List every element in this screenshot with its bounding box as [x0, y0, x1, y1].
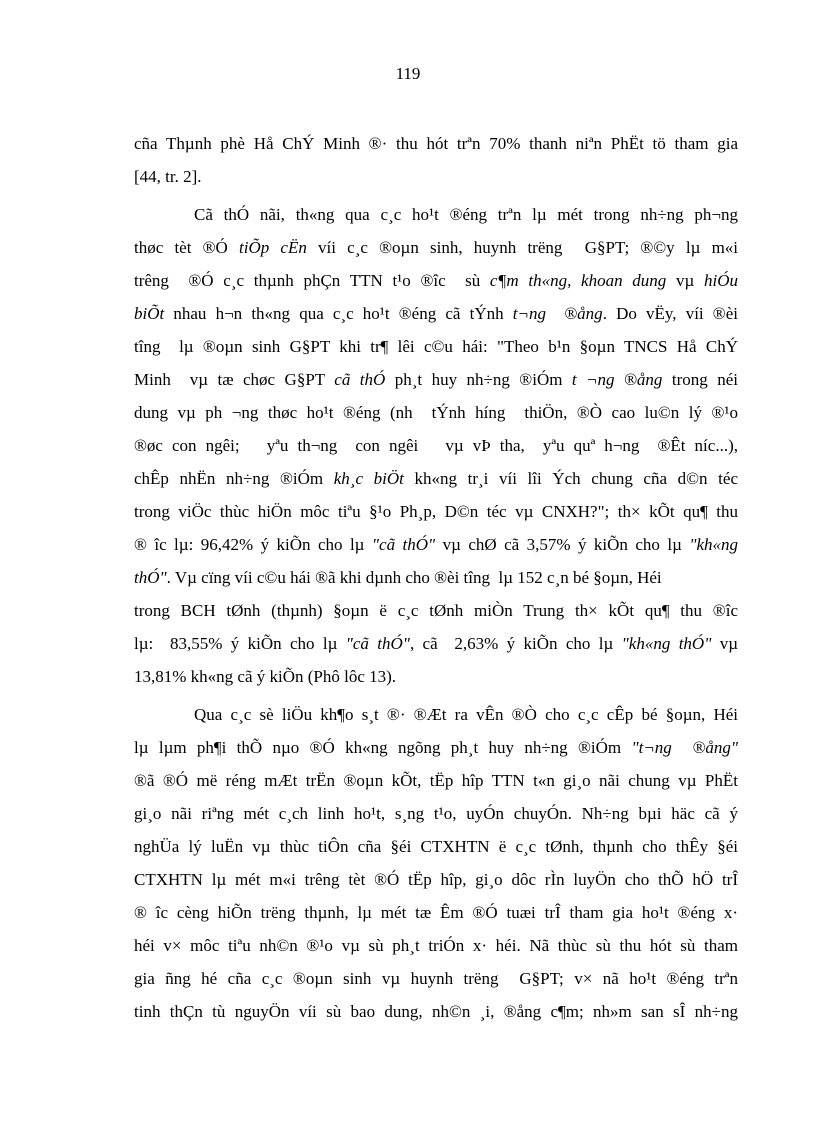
text-segment: cña Thµnh phè Hå ChÝ Minh ®· thu hót trªn 70% thanh niªn PhËt tö tham gia — [134, 134, 738, 153]
text-segment: gi¸o nãi riªng mét c¸ch linh ho¹t, s¸ng t¹o, uyÓn chuyÓn. Nh÷ng bµi häc cã ý — [134, 804, 738, 823]
text-segment: nghÜa lý luËn vµ thùc tiÔn cña §éi CTXHTN ë c¸c tØnh, thµnh cho thÊy §éi — [134, 837, 738, 856]
text-line — [134, 869, 738, 891]
text-segment: vµ chØ cã 3,57% ý kiÕn cho lµ — [435, 535, 690, 554]
text-segment: [44, tr. 2]. — [134, 167, 202, 186]
text-line — [194, 204, 738, 226]
italic-text: kh¸c biÖt — [333, 469, 404, 488]
text-line — [134, 166, 738, 188]
text-segment: trong BCH tØnh (thµnh) §oµn ë c¸c tØnh miÒn Trung th× kÕt qu¶ thu ®îc — [134, 601, 738, 620]
text-segment: kh«ng tr¸i víi lîi Ých chung cña d©n téc — [403, 469, 738, 488]
text-segment: ®ã ®Ó më réng mÆt trËn ®oµn kÕt, tËp hîp TTN t«n gi¸o nãi chung vµ PhËt — [134, 771, 738, 790]
text-line — [134, 633, 738, 655]
text-line — [134, 336, 738, 358]
italic-text: biÕt — [134, 304, 165, 323]
text-line — [134, 600, 738, 622]
text-segment: héi v× môc tiªu nh©n ®¹o vµ sù ph¸t triÓn x· héi. Nã thùc sù thu hót sù tham — [134, 936, 738, 955]
text-segment: ® îc lµ: 96,42% ý kiÕn cho lµ — [134, 535, 372, 554]
text-line — [134, 770, 738, 792]
text-line — [134, 737, 738, 759]
text-segment: CTXHTN lµ mét m«i trêng tèt ®Ó tËp hîp, gi¸o dôc rÌn luyÖn cho thÕ hÖ trÎ — [134, 870, 738, 889]
text-segment: ®øc con ngêi; yªu th¬ng con ngêi vµ vÞ tha, yªu quª h¬ng ®Êt níc...), — [134, 436, 738, 455]
text-line — [134, 836, 738, 858]
text-segment: dung vµ ph ¬ng thøc ho¹t ®éng (nh tÝnh híng thiÖn, ®Ò cao lu©n lý ®¹o — [134, 403, 738, 422]
text-segment: Qua c¸c sè liÖu kh¶o s¸t ®· ®Æt ra vÊn ®Ò cho c¸c cÊp bé §oµn, Héi — [194, 705, 738, 724]
text-line — [134, 534, 738, 556]
page-number: 119 — [395, 64, 421, 83]
text-segment: lµ: 83,55% ý kiÕn cho lµ — [134, 634, 346, 653]
text-line — [134, 402, 738, 424]
text-segment: thøc tèt ®Ó — [134, 238, 240, 257]
text-line — [134, 237, 738, 259]
text-segment: tinh thÇn tù nguyÖn víi sù bao dung, nh©n ¸i, ®ång c¶m; nh»m san sÎ nh÷ng — [134, 1002, 738, 1021]
text-line — [134, 968, 738, 990]
text-segment: ph¸t huy nh÷ng ®iÓm — [385, 370, 572, 389]
text-line — [134, 270, 738, 292]
text-segment: chÊp nhËn nh÷ng ®iÓm — [134, 469, 334, 488]
text-segment: ® îc cèng hiÕn trëng thµnh, lµ mét tæ Êm ®Ó tuæi trÎ tham gia ho¹t ®éng x· — [134, 903, 738, 922]
text-segment: trong viÖc thùc hiÖn môc tiªu §¹o Ph¸p, D©n téc vµ CNXH?"; th× kÕt qu¶ thu — [134, 502, 738, 521]
text-segment: víi c¸c ®oµn sinh, huynh trëng G§PT; ®©y lµ m«i — [306, 238, 739, 257]
italic-text: c¶m th«ng, khoan dung — [489, 271, 667, 290]
text-line — [134, 501, 738, 523]
italic-text: tiÕp cËn — [239, 238, 307, 257]
text-segment: 13,81% kh«ng cã ý kiÕn (Phô lôc 13). — [134, 667, 397, 686]
italic-text: "cã thÓ" — [371, 535, 436, 554]
italic-text: t ¬ng ®ång — [571, 370, 663, 389]
italic-text: t¬ng ®ång — [512, 304, 603, 323]
italic-text: "t¬ng ®ång" — [631, 738, 738, 757]
text-segment: tîng lµ ®oµn sinh G§PT khi tr¶ lêi c©u hái: "Theo b¹n §oµn TNCS Hå ChÝ — [134, 337, 738, 356]
text-segment: vµ — [666, 271, 705, 290]
text-segment: lµ lµm ph¶i thÕ nµo ®Ó kh«ng ngõng ph¸t huy nh÷ng ®iÓm — [134, 738, 632, 757]
text-segment: Minh vµ tæ chøc G§PT — [134, 370, 335, 389]
text-segment: gia ñng hé cña c¸c ®oµn sinh vµ huynh trëng G§PT; v× nã ho¹t ®éng trªn — [134, 969, 738, 988]
text-segment: , cã 2,63% ý kiÕn cho lµ — [409, 634, 622, 653]
text-segment: vµ — [711, 634, 738, 653]
text-line — [194, 704, 738, 726]
text-segment: Cã thÓ nãi, th«ng qua c¸c ho¹t ®éng trªn lµ mét trong nh÷ng ph¬ng — [194, 205, 738, 224]
text-segment: . Do vËy, víi ®èi — [602, 304, 738, 323]
text-segment: trêng ®Ó c¸c thµnh phÇn TTN t¹o ®îc sù — [134, 271, 490, 290]
text-line — [134, 468, 738, 490]
text-line — [134, 133, 738, 155]
text-line — [134, 303, 738, 325]
text-line — [134, 369, 738, 391]
italic-text: cã thÓ — [334, 370, 386, 389]
text-line — [134, 902, 738, 924]
text-segment: . Vµ cïng víi c©u hái ®ã khi dµnh cho ®èi tîng lµ 152 c¸n bé §oµn, Héi — [166, 568, 662, 587]
italic-text: "kh«ng thÓ" — [621, 634, 712, 653]
text-line — [134, 435, 738, 457]
text-segment: trong néi — [662, 370, 738, 389]
text-line — [134, 666, 738, 688]
text-segment: nhau h¬n th«ng qua c¸c ho¹t ®éng cã tÝnh — [164, 304, 513, 323]
text-line — [134, 567, 738, 589]
text-line — [134, 1001, 738, 1023]
text-line — [134, 935, 738, 957]
italic-text: thÓ" — [134, 568, 167, 587]
italic-text: "kh«ng — [689, 535, 739, 554]
text-line — [134, 803, 738, 825]
italic-text: "cã thÓ" — [345, 634, 410, 653]
italic-text: hiÓu — [704, 271, 739, 290]
